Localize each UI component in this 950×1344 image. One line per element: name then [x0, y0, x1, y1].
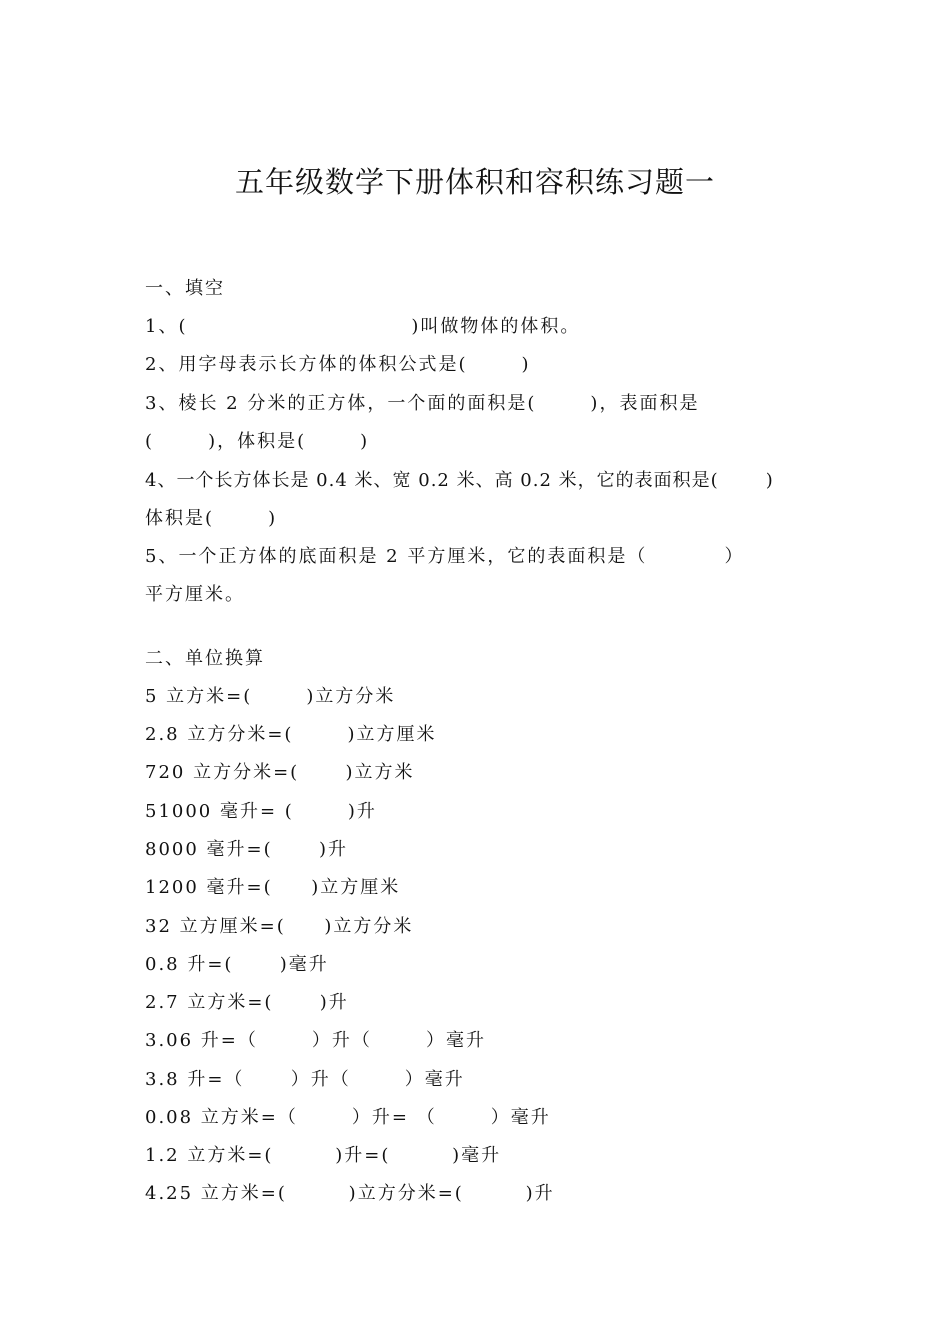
conversion-item: 4.25 立方米=( )立方分米=( )升 [145, 1183, 555, 1204]
question-1: 1、( )叫做物体的体积。 [145, 316, 581, 337]
question-2: 2、用字母表示长方体的体积公式是( ) [145, 354, 531, 375]
conversion-item: 2.8 立方分米=( )立方厘米 [145, 724, 437, 745]
conversion-item: 0.8 升=( )毫升 [145, 954, 329, 975]
conversion-item: 3.06 升=（ ）升（ ）毫升 [145, 1030, 486, 1051]
question-4-line-2: 体积是( ) [145, 508, 278, 529]
conversion-item: 32 立方厘米=( )立方分米 [145, 916, 414, 937]
section-heading-fill-blanks: 一、填空 [145, 278, 225, 299]
conversion-item: 5 立方米=( )立方分米 [145, 686, 396, 707]
section-heading-unit-conversion: 二、单位换算 [145, 648, 265, 669]
question-4-line-1: 4、一个长方体长是 0.4 米、宽 0.2 米、高 0.2 米，它的表面积是( ) [145, 470, 774, 491]
question-5-line-2: 平方厘米。 [145, 584, 245, 605]
page-title: 五年级数学下册体积和容积练习题一 [234, 165, 715, 199]
conversion-item: 51000 毫升= ( )升 [145, 801, 377, 822]
conversion-item: 720 立方分米=( )立方米 [145, 762, 415, 783]
conversion-item: 2.7 立方米=( )升 [145, 992, 349, 1013]
question-3-line-2: ( )，体积是( ) [145, 431, 370, 452]
conversion-item: 8000 毫升=( )升 [145, 839, 348, 860]
conversion-item: 1.2 立方米=( )升=( )毫升 [145, 1145, 502, 1166]
question-5-line-1: 5、一个正方体的底面积是 2 平方厘米，它的表面积是（ ） [145, 546, 745, 567]
question-3-line-1: 3、棱长 2 分米的正方体，一个面的面积是( )，表面积是 [145, 393, 700, 414]
conversion-item: 1200 毫升=( )立方厘米 [145, 877, 401, 898]
conversion-item: 0.08 立方米=（ ）升= （ ）毫升 [145, 1107, 551, 1128]
conversion-item: 3.8 升=（ ）升（ ）毫升 [145, 1069, 465, 1090]
